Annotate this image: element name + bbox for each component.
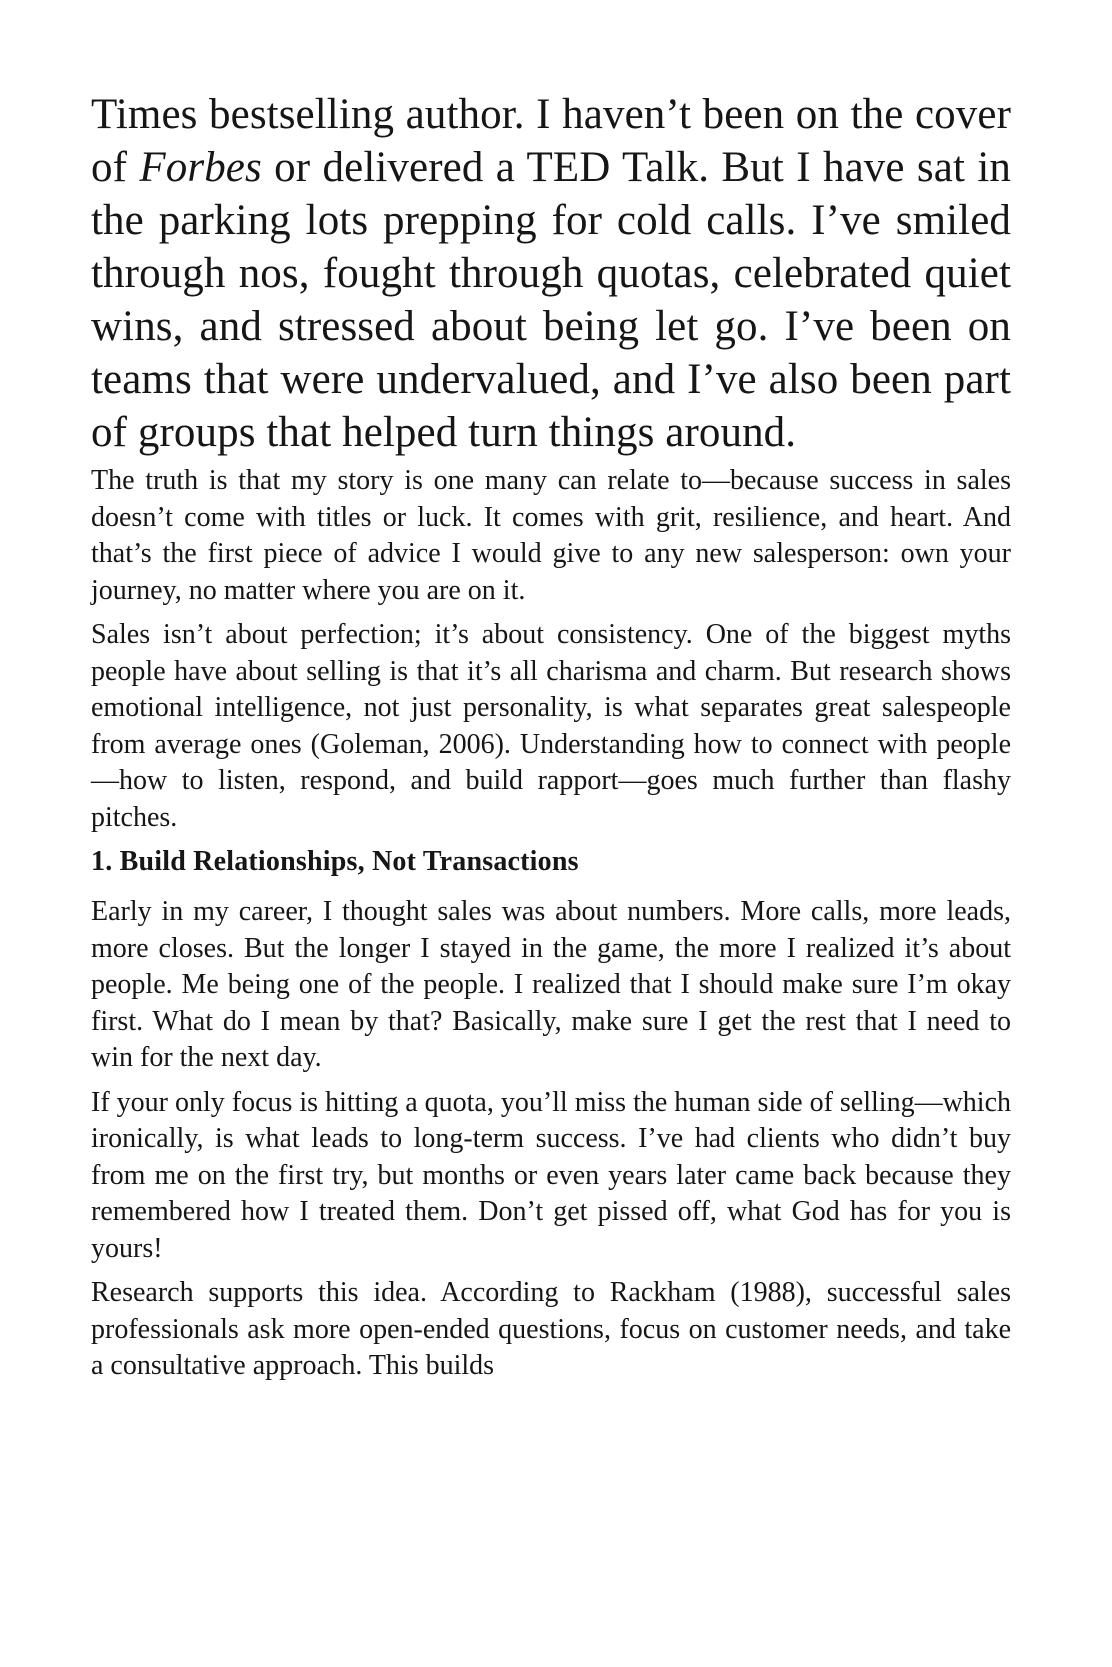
body-paragraph: The truth is that my story is one many can relate to—because success in sales doesn’t come with titles or luck. It comes with grit, resilience, and heart. And that’s the first piece of advice I would give to any new salesperson: own your journey, no matter where you are on it. xyxy=(91,465,1011,606)
section-paragraph: If your only focus is hitting a quota, you’ll miss the human side of selling—which ironically, is what leads to long-term success. I’ve had clients who didn’t buy from me on the first try, but months or even years later came back because they remembered how I treated them. Don’t get pissed off, what God has for you is yours! xyxy=(91,1086,1011,1264)
section-paragraph: Research supports this idea. According to Rackham (1988), successful sales professionals ask more open-ended questions, focus on customer needs, and take a consultative approach. This builds xyxy=(91,1277,1011,1381)
lead-paragraph xyxy=(91,88,1011,459)
section-paragraph: Early in my career, I thought sales was about numbers. More calls, more leads, more closes. But the longer I stayed in the game, the more I realized it’s about people. Me being one of the people. I realized that I should make sure I’m okay first. What do I mean by that? Basically, make sure I get the rest that I need to win for the next day. xyxy=(91,896,1011,1073)
lead-text-part-1: Times bestselling author. I haven’t been on the cover of xyxy=(91,91,1011,191)
body-paragraph: Sales isn’t about perfection; it’s about consistency. One of the biggest myths people have about selling is that it’s all charisma and charm. But research shows emotional intelligence, not just personality, is what separates great salespeople from average ones (Goleman, 2006). Understanding how to connect with people—how to listen, respond, and build rapport—goes much further than flashy pitches. xyxy=(91,619,1011,833)
lead-italic-title: Forbes xyxy=(139,144,262,191)
section-heading: 1. Build Relationships, Not Transactions xyxy=(91,846,579,877)
book-page xyxy=(91,88,1011,1393)
lead-text-part-2: or delivered a TED Talk. But I have sat in the parking lots prepping for cold calls. I’ve smiled through nos, fought through quotas, celebrated quiet wins, and stressed about being let go. I’ve been on teams that were undervalued, and I’ve also been part of groups that helped turn things around. xyxy=(91,144,1011,456)
